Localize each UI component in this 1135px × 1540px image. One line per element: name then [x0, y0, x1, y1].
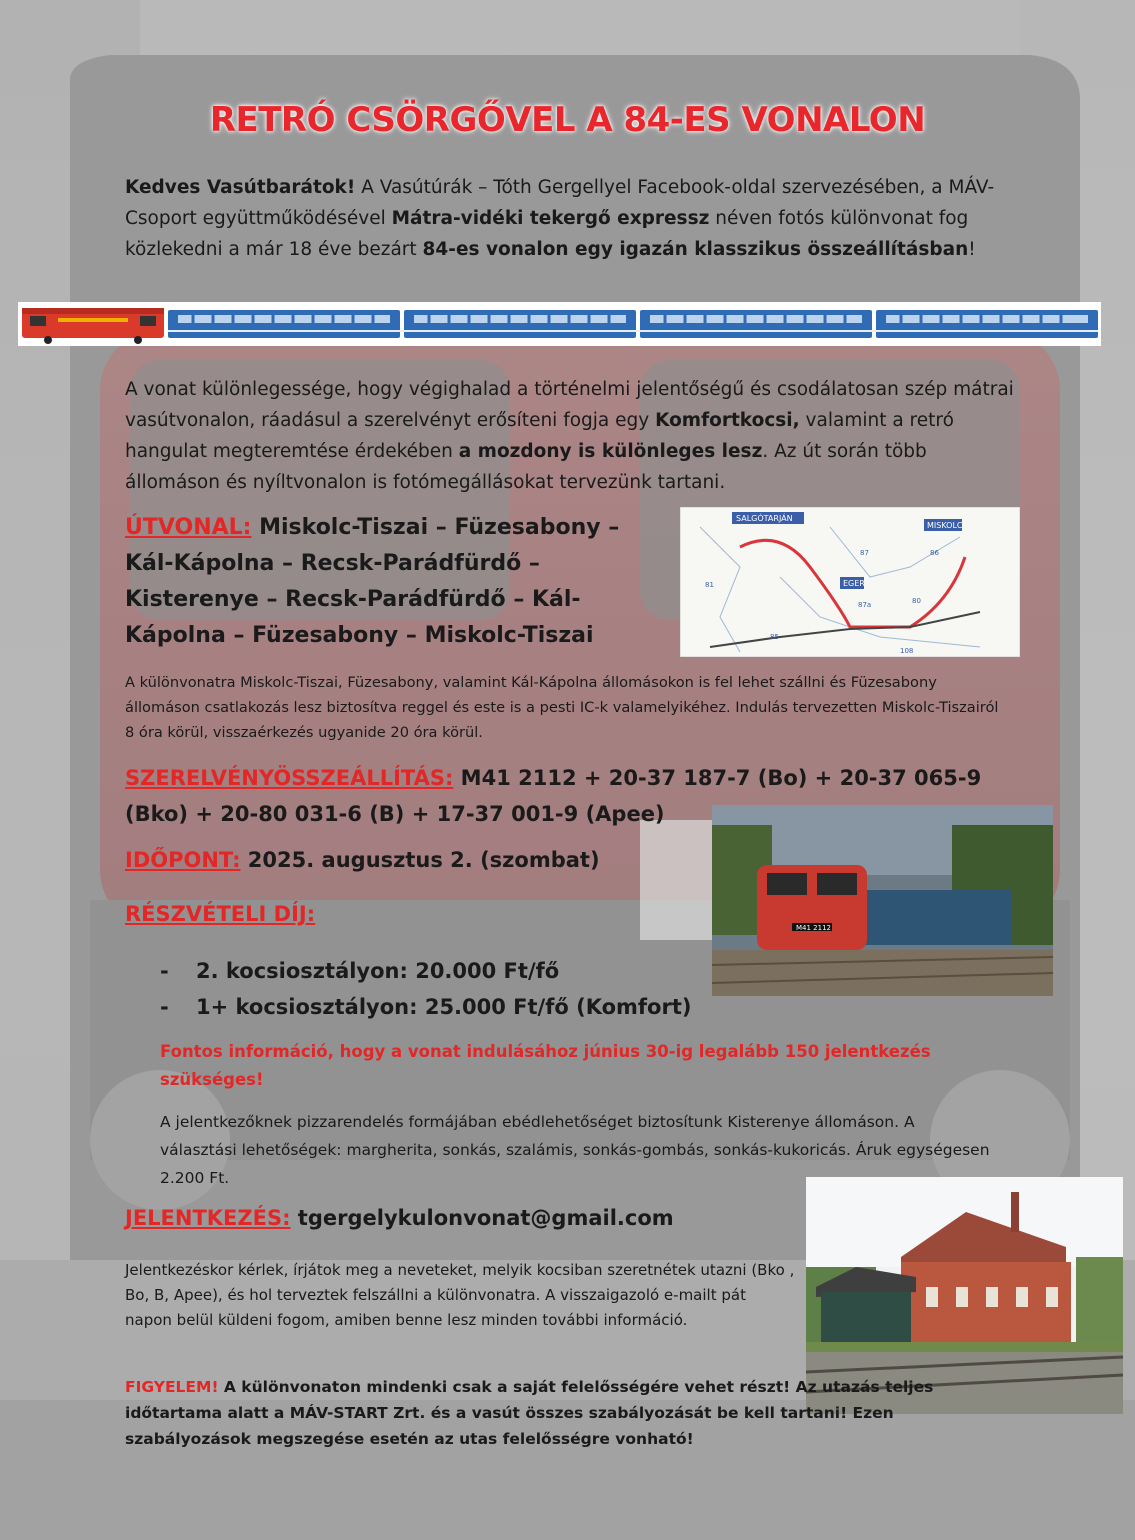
- komfort-highlight: Komfortkocsi,: [655, 410, 800, 431]
- map-label-miskolc: MISKOLC: [927, 521, 963, 530]
- intro-text-2: néven fotós különvonat fog közlekedni a már 18 éve bezárt: [125, 208, 969, 260]
- intro-text-1: A Vasútúrák – Tóth Gergellyel Facebook-oldal szervezésében, a MÁV-Csoport együttműködésével: [125, 177, 995, 229]
- fee-item: - 2. kocsiosztályon: 20.000 Ft/fő: [160, 959, 560, 983]
- locomotive-photo: [712, 805, 1053, 996]
- route-text: Miskolc-Tiszai – Füzesabony – Kál-Kápolna – Recsk-Parádfürdő – Kisterenye – Recsk-Parádfürdő – Kál-Kápolna – Füzesabony – Miskolc-Tiszai: [125, 515, 620, 648]
- line-highlight: 84-es vonalon egy igazán klasszikus összeállításban: [422, 239, 969, 260]
- map-label-salgotarjan: SALGÓTARJÁN: [736, 514, 793, 523]
- consist-text: M41 2112 + 20-37 187-7 (Bo) + 20-37 065-9 (Bko) + 20-80 031-6 (B) + 17-37 001-9 (Apee): [125, 766, 982, 826]
- greeting: Kedves Vasútbarátok!: [125, 177, 356, 198]
- para2-text-1: A vonat különlegessége, hogy végighalad a történelmi jelentőségű és csodálatosan szép mátrai vasútvonalon, ráadásul a szerelvényt erősíteni fogja egy: [125, 379, 1014, 431]
- signup-email[interactable]: tgergelykulonvonat@gmail.com: [290, 1206, 674, 1230]
- date-text: 2025. augusztus 2. (szombat): [240, 848, 600, 872]
- map-line-80: 80: [912, 597, 921, 605]
- train-name: Mátra-vidéki tekergő expressz: [391, 208, 710, 229]
- date-label: IDŐPONT:: [125, 848, 241, 872]
- important-notice: Fontos információ, hogy a vonat indulásához június 30-ig legalább 150 jelentkezés szükséges!: [160, 1042, 931, 1089]
- warning-label: FIGYELEM!: [125, 1378, 219, 1396]
- warning-text: A különvonaton mindenki csak a saját felelősségére vehet részt! Az utazás teljes időtartama alatt a MÁV-START Zrt. és a vasút összes szabályozását be kell tartani! Ezen szabályozások megszegése esetén az utas felelősségre vonható!: [125, 1378, 934, 1448]
- map-label-eger: EGER: [843, 579, 865, 588]
- route-label: ÚTVONAL:: [125, 515, 252, 540]
- boarding-info-paragraph: A különvonatra Miskolc-Tiszai, Füzesabony, valamint Kál-Kápolna állomásokon is fel lehet szállni és Füzesabony állomáson csatlakozás lesz biztosítva reggel és este is a pesti IC-k valamelyikéhez. Indulás tervezetten Miskolc-Tiszairól 8 óra körül, visszaérkezés ugyanide 20 óra körül.: [125, 674, 999, 741]
- lunch-info-paragraph: A jelentkezőknek pizzarendelés formájában ebédlehetőséget biztosítunk Kisterenye állomáson. A választási lehetőségek: margherita, sonkás, szalámis, sonkás-gombás, sonkás-kukoricás. Áruk egységesen 2.200 Ft.: [160, 1113, 990, 1187]
- warning-notice: [125, 1374, 1015, 1452]
- loco-highlight: a mozdony is különleges lesz: [458, 441, 763, 462]
- intro-text-3: !: [968, 239, 976, 260]
- signup-instructions: Jelentkezéskor kérlek, írjátok meg a neveteket, melyik kocsiban szeretnétek utazni (Bko , Bo, B, Apee), és hol terveztek felszállni a különvonatra. A visszaigazoló e-mailt pát napon belül küldeni fogom, amiben benne lesz minden további információ.: [125, 1261, 795, 1329]
- date-section: [125, 848, 705, 872]
- para2-text-3: . Az út során több állomáson és nyíltvonalon is fotómegállásokat tervezünk tartani.: [125, 441, 927, 493]
- page-title: RETRÓ CSÖRGŐVEL A 84-ES VONALON: [209, 100, 926, 140]
- description-paragraph: [125, 374, 1025, 498]
- fee-list: [160, 953, 720, 1025]
- route-map: [680, 507, 1020, 657]
- loco-number-plate: M41 2112: [796, 924, 831, 932]
- train-consist-illustration: [18, 302, 1101, 346]
- map-line-86: 86: [930, 549, 939, 557]
- map-line-87: 87: [860, 549, 869, 557]
- map-line-81: 81: [705, 581, 714, 589]
- map-line-85: 85: [770, 633, 779, 641]
- signup-label: JELENTKEZÉS:: [125, 1206, 291, 1230]
- route-section: [125, 510, 655, 654]
- para2-text-2: valamint a retró hangulat megteremtése érdekében: [125, 410, 954, 462]
- signup-section: [125, 1206, 805, 1230]
- map-line-87a: 87a: [858, 601, 872, 609]
- intro-paragraph: [125, 172, 1025, 265]
- fee-label: RÉSZVÉTELI DÍJ:: [125, 902, 316, 926]
- consist-label: SZERELVÉNYÖSSZEÁLLÍTÁS:: [125, 766, 454, 790]
- coach-drawings: [168, 310, 1098, 338]
- map-line-108: 108: [900, 647, 914, 655]
- fee-item: - 1+ kocsiosztályon: 25.000 Ft/fő (Komfort): [160, 995, 692, 1019]
